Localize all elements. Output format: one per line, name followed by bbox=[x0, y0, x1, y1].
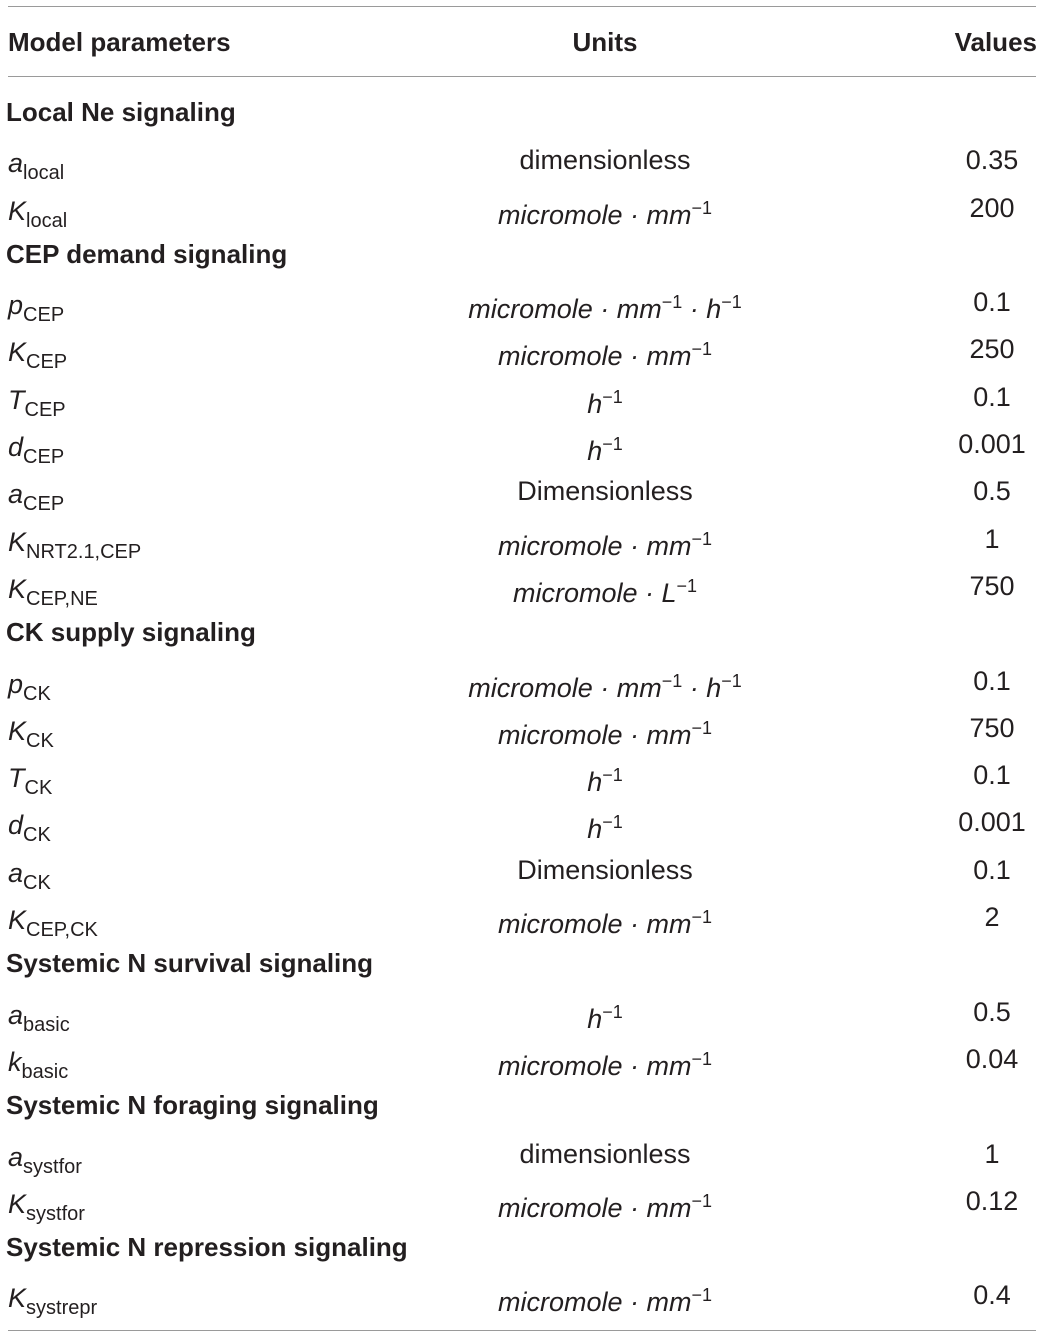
units-cell: $h^{-1}$ bbox=[587, 434, 623, 467]
symbol-letter: p bbox=[8, 668, 24, 699]
section-title: CK supply signaling bbox=[6, 617, 256, 648]
units-cell: Dimensionless bbox=[517, 476, 693, 507]
symbol-subscript: systfor bbox=[23, 1155, 82, 1178]
symbol-subscript: CK bbox=[24, 777, 53, 800]
parameter-symbol bbox=[8, 143, 64, 186]
table-row bbox=[0, 277, 1043, 327]
table-top-rule bbox=[8, 6, 1036, 7]
table-row bbox=[0, 135, 1043, 185]
section-heading bbox=[0, 230, 1043, 277]
table-row bbox=[0, 703, 1043, 750]
units-cell: micromole · $mm^{-1}$ bbox=[497, 907, 713, 940]
symbol-letter: d bbox=[8, 810, 24, 841]
value-cell: 250 bbox=[969, 334, 1015, 365]
table-row bbox=[0, 845, 1043, 892]
section-title: Systemic N repression signaling bbox=[6, 1232, 408, 1263]
units-cell: micromole · $mm^{-1}$ bbox=[497, 339, 713, 372]
value-cell: 0.001 bbox=[958, 429, 1026, 460]
value-cell: 0.001 bbox=[958, 807, 1026, 838]
parameter-symbol bbox=[8, 522, 141, 565]
parameter-symbol bbox=[8, 711, 54, 754]
table-row bbox=[0, 656, 1043, 703]
parameter-symbol bbox=[8, 805, 51, 848]
symbol-letter: K bbox=[8, 195, 27, 226]
parameter-symbol bbox=[8, 1278, 97, 1321]
symbol-subscript: CEP bbox=[24, 398, 66, 421]
value-cell: 750 bbox=[969, 570, 1015, 601]
section-heading bbox=[0, 1223, 1043, 1270]
symbol-letter: K bbox=[8, 573, 27, 604]
table-body bbox=[0, 88, 1043, 1318]
section-title: Systemic N foraging signaling bbox=[6, 1090, 379, 1121]
units-cell: micromole · $mm^{-1}$ bbox=[497, 528, 713, 561]
units-cell: micromole · $mm^{-1}$ bbox=[497, 1285, 713, 1318]
section-heading bbox=[0, 608, 1043, 655]
symbol-subscript: CK bbox=[23, 682, 51, 705]
section-heading bbox=[0, 1081, 1043, 1128]
table-row bbox=[0, 1034, 1043, 1081]
header-values: Values bbox=[954, 27, 1037, 57]
symbol-subscript: systrepr bbox=[26, 1297, 98, 1320]
parameter-symbol bbox=[8, 332, 67, 375]
section-title: Systemic N survival signaling bbox=[6, 948, 374, 979]
parameter-symbol bbox=[8, 1042, 68, 1085]
symbol-letter: K bbox=[8, 1283, 27, 1314]
symbol-letter: d bbox=[8, 432, 24, 463]
parameter-symbol bbox=[8, 1137, 82, 1180]
symbol-subscript: CEP,CK bbox=[26, 919, 98, 942]
header-model-parameters: Model parameters bbox=[8, 27, 231, 57]
parameter-symbol bbox=[8, 427, 64, 470]
symbol-letter: a bbox=[8, 479, 24, 510]
units-cell: micromole · $L^{-1}$ bbox=[512, 575, 698, 608]
value-cell: 750 bbox=[969, 712, 1015, 743]
value-cell: 0.1 bbox=[973, 665, 1011, 696]
symbol-letter: K bbox=[8, 337, 27, 368]
table-row bbox=[0, 466, 1043, 516]
symbol-letter: K bbox=[8, 1188, 27, 1219]
units-cell: micromole · $mm^{-1}$ bbox=[497, 1190, 713, 1223]
units-cell: micromole · $mm^{-1}$ bbox=[497, 1048, 713, 1081]
symbol-subscript: CK bbox=[23, 824, 51, 847]
table-row bbox=[0, 419, 1043, 469]
symbol-subscript: CEP bbox=[23, 446, 65, 469]
symbol-letter: T bbox=[8, 763, 25, 794]
parameter-symbol bbox=[8, 1184, 85, 1227]
table-bottom-rule bbox=[8, 1330, 1036, 1331]
parameter-symbol bbox=[8, 474, 64, 517]
parameter-symbol bbox=[8, 664, 51, 707]
symbol-letter: k bbox=[8, 1046, 22, 1077]
value-cell: 0.12 bbox=[965, 1185, 1019, 1216]
parameter-symbol bbox=[8, 900, 98, 943]
table-row bbox=[0, 1176, 1043, 1223]
units-cell: dimensionless bbox=[519, 145, 691, 176]
value-cell: 0.1 bbox=[973, 381, 1011, 412]
symbol-letter: a bbox=[8, 999, 24, 1030]
symbol-letter: a bbox=[8, 857, 24, 888]
value-cell: 0.04 bbox=[965, 1043, 1019, 1074]
units-cell: micromole · $mm^{-1} \cdot h^{-1}$ bbox=[468, 292, 742, 325]
table-row bbox=[0, 1270, 1043, 1320]
table-row bbox=[0, 892, 1043, 942]
table-row bbox=[0, 183, 1043, 230]
units-cell: $h^{-1}$ bbox=[587, 1001, 623, 1034]
symbol-subscript: CEP bbox=[26, 351, 68, 374]
parameter-symbol bbox=[8, 853, 51, 896]
header-rule bbox=[8, 76, 1036, 77]
value-cell: 1 bbox=[984, 523, 1000, 554]
section-heading bbox=[0, 88, 1043, 135]
section-heading bbox=[0, 939, 1043, 986]
symbol-subscript: basic bbox=[21, 1060, 69, 1083]
units-cell: micromole · $mm^{-1}$ bbox=[497, 717, 713, 750]
parameter-symbol bbox=[8, 758, 52, 801]
table-row bbox=[0, 797, 1043, 847]
value-cell: 0.35 bbox=[965, 145, 1019, 176]
parameter-symbol bbox=[8, 380, 66, 423]
units-cell: $h^{-1}$ bbox=[587, 386, 623, 419]
symbol-subscript: local bbox=[26, 209, 68, 232]
section-title: CEP demand signaling bbox=[6, 238, 288, 269]
symbol-subscript: CEP,NE bbox=[26, 587, 98, 610]
symbol-letter: a bbox=[8, 148, 24, 179]
parameter-symbol bbox=[8, 995, 70, 1038]
table-row bbox=[0, 372, 1043, 419]
table-row bbox=[0, 561, 1043, 608]
header-units: Units bbox=[572, 27, 638, 57]
value-cell: 0.5 bbox=[973, 996, 1011, 1027]
symbol-subscript: basic bbox=[23, 1013, 70, 1036]
table-header bbox=[0, 20, 1043, 64]
symbol-subscript: CK bbox=[26, 729, 54, 752]
units-cell: micromole · $mm^{-1}$ bbox=[497, 197, 713, 230]
parameter-symbol bbox=[8, 191, 67, 234]
table-row bbox=[0, 514, 1043, 561]
value-cell: 0.4 bbox=[973, 1280, 1011, 1311]
symbol-subscript: systfor bbox=[26, 1202, 85, 1225]
symbol-letter: K bbox=[8, 715, 27, 746]
symbol-letter: a bbox=[8, 1141, 24, 1172]
symbol-subscript: CEP bbox=[23, 493, 65, 516]
symbol-letter: K bbox=[8, 905, 27, 936]
symbol-letter: K bbox=[8, 526, 27, 557]
symbol-subscript: NRT2.1,CEP bbox=[26, 540, 142, 563]
parameter-symbol bbox=[8, 569, 98, 612]
units-cell: Dimensionless bbox=[517, 854, 693, 885]
symbol-subscript: CEP bbox=[23, 304, 65, 327]
symbol-letter: p bbox=[8, 290, 24, 321]
table-row bbox=[0, 750, 1043, 800]
value-cell: 0.1 bbox=[973, 854, 1011, 885]
symbol-letter: T bbox=[8, 384, 25, 415]
value-cell: 200 bbox=[969, 192, 1015, 223]
value-cell: 0.1 bbox=[973, 287, 1011, 318]
table-row bbox=[0, 987, 1043, 1034]
table-row bbox=[0, 324, 1043, 374]
value-cell: 1 bbox=[984, 1138, 1000, 1169]
value-cell: 0.1 bbox=[973, 760, 1011, 791]
value-cell: 0.5 bbox=[973, 476, 1011, 507]
symbol-subscript: local bbox=[23, 162, 65, 185]
section-title: Local Ne signaling bbox=[6, 97, 236, 127]
units-cell: micromole · $mm^{-1} \cdot h^{-1}$ bbox=[468, 670, 742, 703]
units-cell: dimensionless bbox=[519, 1138, 691, 1169]
table-row bbox=[0, 1129, 1043, 1176]
units-cell: $h^{-1}$ bbox=[587, 765, 623, 798]
symbol-subscript: CK bbox=[23, 871, 51, 894]
parameter-symbol bbox=[8, 285, 64, 328]
value-cell: 2 bbox=[984, 902, 1000, 933]
units-cell: $h^{-1}$ bbox=[587, 812, 623, 845]
